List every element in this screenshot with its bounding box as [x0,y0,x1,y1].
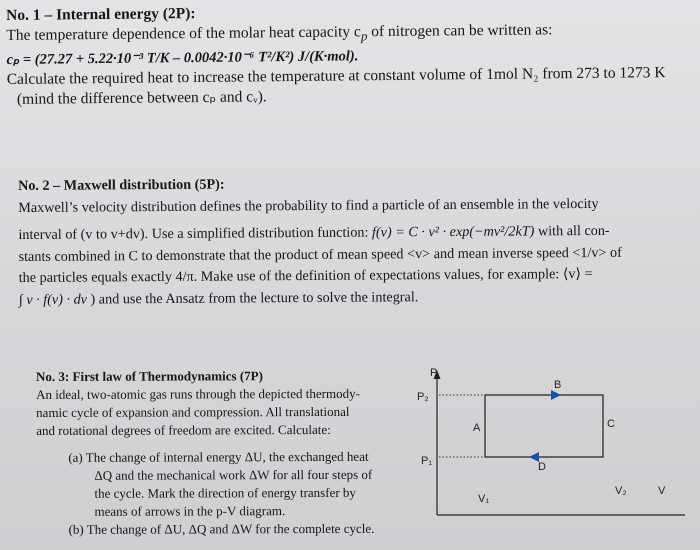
heat-capacity-formula: cₚ = (27.27 + 5.22·10⁻³ T/K – 0.0042·10⁻⁶ T²/K²) J/(K·mol). [6,48,359,69]
problem-2-title: No. 2 – Maxwell distribution (5P): [18,176,225,194]
problem-1 [6,0,697,110]
p2-label: P₂ [417,391,429,403]
v2-label: V₂ [615,485,627,497]
part-a-line1: (a) The change of internal energy ΔU, the exchanged heat [68,448,369,465]
step-d-label: D [538,461,546,473]
problem-3-intro2: namic cycle of expansion and compression. All translational [36,403,350,420]
part-a-line4: means of arrows in the p-V diagram. [94,503,286,519]
step-c-label: C [607,418,615,430]
step-b-label: B [554,379,562,391]
part-a-line2: ΔQ and the mechanical work ΔW for all four steps of [94,466,373,483]
pv-diagram [415,360,700,550]
v-axis-label: V [658,485,666,497]
problem-1-line1: The temperature dependence of the molar heat capacity $c_p$ of nitrogen can be written as: [6,21,553,44]
problem-2-line2: interval of (v to v+dv). Use a simplified distribution function: f(v) = C · v² · exp(−mv²/2kT) with all con- [18,222,610,243]
v1-label: V₁ [478,493,490,505]
distribution-function: f(v) = C · v² · exp(−mv²/2kT) [371,223,535,241]
problem-3-intro3: and rotational degrees of freedom are excited. Calculate: [36,421,331,438]
problem-2-line5: ∫ v · f(v) · dv ) and use the Ansatz from the lecture to solve the integral. [18,288,419,308]
problem-2-line4: the particles equals exactly 4/π. Make use of the definition of expectations values, for example: ⟨v⟩ = [18,265,593,286]
problem-2-line3: stants combined in C to demonstrate that the product of mean speed <v> and mean inverse speed <1/v> of [18,244,622,265]
problem-3-title: No. 3: First law of Thermodynamics (7P) [36,368,263,384]
problem-3 [36,367,419,539]
problem-1-title: No. 1 – Internal energy (2P): [6,5,196,24]
problem-1-line4: (mind the difference between cₚ and cᵥ). [16,88,267,108]
problem-2 [18,171,684,311]
arrow-b [551,390,561,400]
part-a-line3: the cycle. Mark the direction of energy transfer by [94,484,356,501]
cycle-rectangle [485,395,603,457]
problem-2-line1: Maxwell’s velocity distribution defines the probability to find a particle of an ensemble in the velocity [18,195,599,216]
problem-3-intro1: An ideal, two-atomic gas runs through the depicted thermody- [36,385,360,402]
p-axis-label: P [430,367,438,379]
step-a-label: A [473,422,481,434]
part-b-line1: (b) The change of ΔU, ΔQ and ΔW for the complete cycle. [68,520,375,537]
problem-1-line3: Calculate the required heat to increase the temperature at constant volume of 1mol N₂ from 273 to 1273 K [6,64,666,89]
p1-label: P₁ [421,455,433,467]
